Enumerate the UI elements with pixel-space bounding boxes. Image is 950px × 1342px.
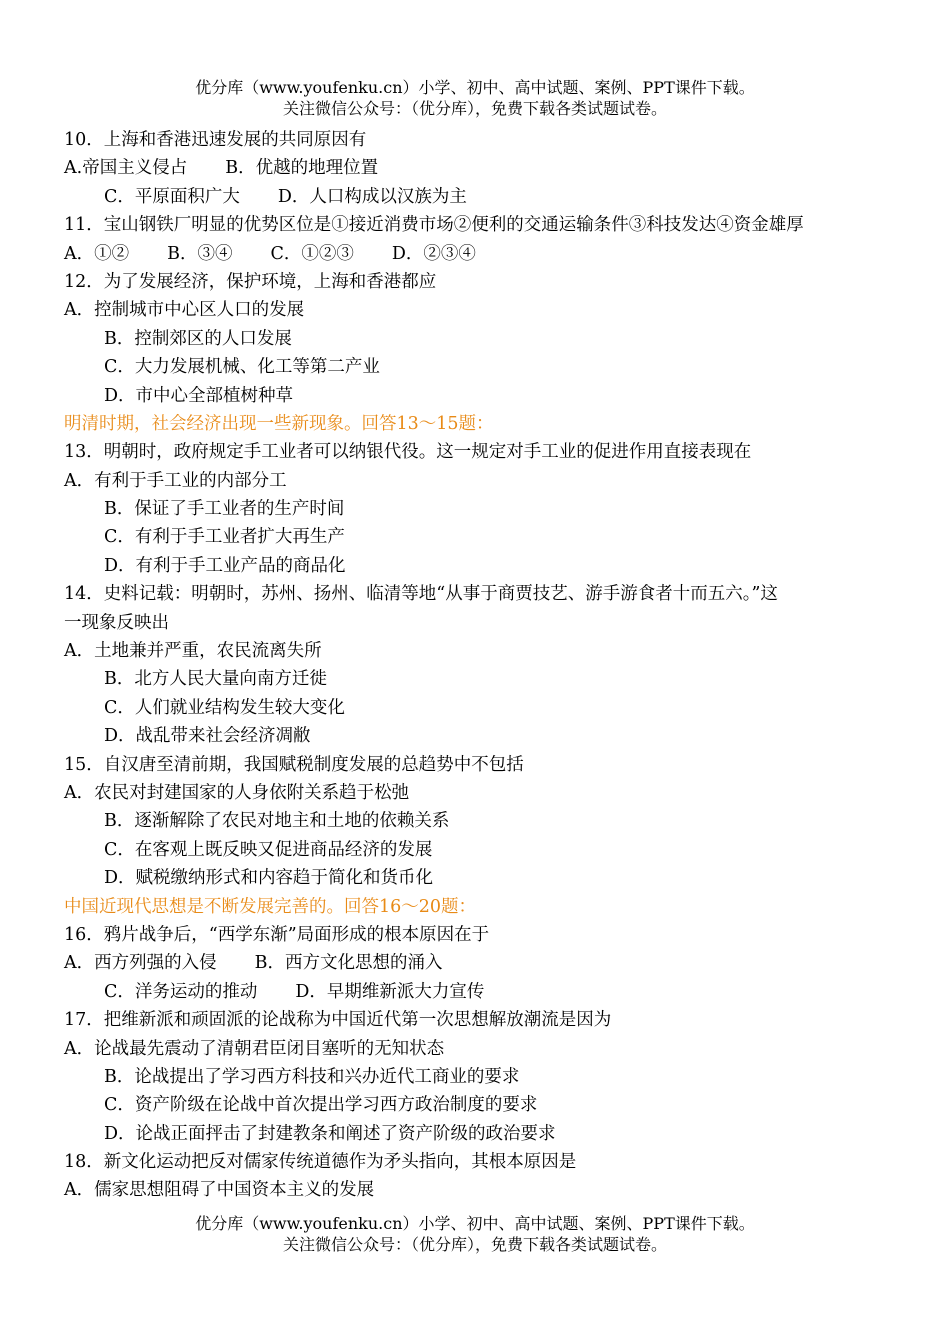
q14-option-b: B．北方人民大量向南方迁徙: [104, 669, 327, 690]
q10-option-c: C．平原面积广大: [104, 186, 240, 207]
q13-option-a: A．有利于手工业的内部分工: [64, 470, 287, 491]
page-footer: [0, 1213, 950, 1255]
q13-stem: 13．明朝时，政府规定手工业者可以纳银代役。这一规定对手工业的促进作用直接表现在: [64, 442, 752, 463]
q13-option-d: D．有利于手工业产品的商品化: [104, 555, 346, 576]
q15-option-b: B．逐渐解除了农民对地主和土地的依赖关系: [104, 811, 450, 832]
q12-stem: 12．为了发展经济，保护环境，上海和香港都应: [64, 271, 437, 292]
q12-option-b: B．控制郊区的人口发展: [104, 328, 292, 349]
q16-option-c: C．洋务运动的推动: [104, 981, 258, 1002]
q10-options-ab: [64, 154, 874, 182]
q10-option-d: D．人口构成以汉族为主: [277, 186, 467, 207]
q14-stem-line-2: 一现象反映出: [64, 612, 169, 633]
page-header: [0, 77, 950, 119]
q16-option-b: B．西方文化思想的涌入: [254, 953, 443, 974]
q15-option-d: D．赋税缴纳形式和内容趋于简化和货币化: [104, 868, 434, 889]
q11-option-a: A．①②: [64, 243, 130, 264]
q15-option-c: C．在客观上既反映又促进商品经济的发展: [104, 839, 433, 860]
q10-stem: 10．上海和香港迅速发展的共同原因有: [64, 130, 367, 150]
q14-option-c: C．人们就业结构发生较大变化: [104, 697, 345, 718]
q14-option-a: A．土地兼并严重，农民流离失所: [64, 641, 322, 662]
q12-option-d: D．市中心全部植树种草: [104, 385, 294, 406]
section-heading-ming-qing: 明清时期，社会经济出现一些新现象。回答13～15题：: [64, 413, 494, 434]
q15-option-a: A．农民对封建国家的人身依附关系趋于松弛: [64, 782, 410, 803]
header-line-1: 优分库（www.youfenku.cn）小学、初中、高中试题、案例、PPT课件下载。: [195, 78, 755, 97]
q15-stem: 15．自汉唐至清前期，我国赋税制度发展的总趋势中不包括: [64, 754, 524, 775]
q11-option-d: D．②③④: [391, 243, 476, 264]
q17-option-a: A．论战最先震动了清朝君臣闭目塞听的无知状态: [64, 1038, 445, 1059]
q17-stem: 17．把维新派和顽固派的论战称为中国近代第一次思想解放潮流是因为: [64, 1010, 612, 1031]
q16-stem: 16．鸦片战争后，“西学东渐”局面形成的根本原因在于: [64, 924, 490, 945]
footer-line-1: 优分库（www.youfenku.cn）小学、初中、高中试题、案例、PPT课件下载。: [195, 1214, 755, 1233]
q16-option-a: A．西方列强的入侵: [64, 953, 217, 974]
q11-option-b: B．③④: [167, 243, 233, 264]
footer-line-2: 关注微信公众号：（优分库），免费下载各类试题试卷。: [282, 1235, 667, 1254]
q10-option-a: A.帝国主义侵占: [64, 158, 188, 179]
section-heading-modern-thought: 中国近现代思想是不断发展完善的。回答16～20题：: [64, 896, 477, 917]
q16-options-cd: [64, 978, 874, 1006]
q17-option-c: C．资产阶级在论战中首次提出学习西方政治制度的要求: [104, 1095, 538, 1116]
q18-stem: 18．新文化运动把反对儒家传统道德作为矛头指向，其根本原因是: [64, 1152, 577, 1173]
q11-option-c: C．①②③: [270, 243, 354, 264]
q13-option-c: C．有利于手工业者扩大再生产: [104, 527, 345, 548]
q16-option-d: D．早期维新派大力宣传: [295, 981, 485, 1002]
q13-option-b: B．保证了手工业者的生产时间: [104, 499, 345, 520]
q12-option-c: C．大力发展机械、化工等第二产业: [104, 357, 380, 378]
q12-option-a: A．控制城市中心区人口的发展: [64, 300, 305, 321]
q17-option-b: B．论战提出了学习西方科技和兴办近代工商业的要求: [104, 1066, 520, 1087]
q16-options-ab: [64, 949, 874, 977]
q14-option-d: D．战乱带来社会经济凋敝: [104, 726, 311, 747]
question-list: [64, 126, 874, 1205]
q17-option-d: D．论战正面抨击了封建教条和阐述了资产阶级的政治要求: [104, 1123, 556, 1144]
header-line-2: 关注微信公众号：（优分库），免费下载各类试题试卷。: [282, 99, 667, 118]
q18-option-a: A．儒家思想阻碍了中国资本主义的发展: [64, 1180, 375, 1201]
q11-options: [64, 240, 874, 268]
q10-options-cd: [64, 183, 874, 211]
q11-stem: 11．宝山钢铁厂明显的优势区位是①接近消费市场②便利的交通运输条件③科技发达④资金雄厚: [64, 215, 804, 236]
q10-option-b: B．优越的地理位置: [225, 158, 379, 179]
q14-stem-line-1: 14．史料记载：明朝时，苏州、扬州、临清等地“从事于商贾技艺、游手游食者十而五六。”这: [64, 584, 778, 605]
